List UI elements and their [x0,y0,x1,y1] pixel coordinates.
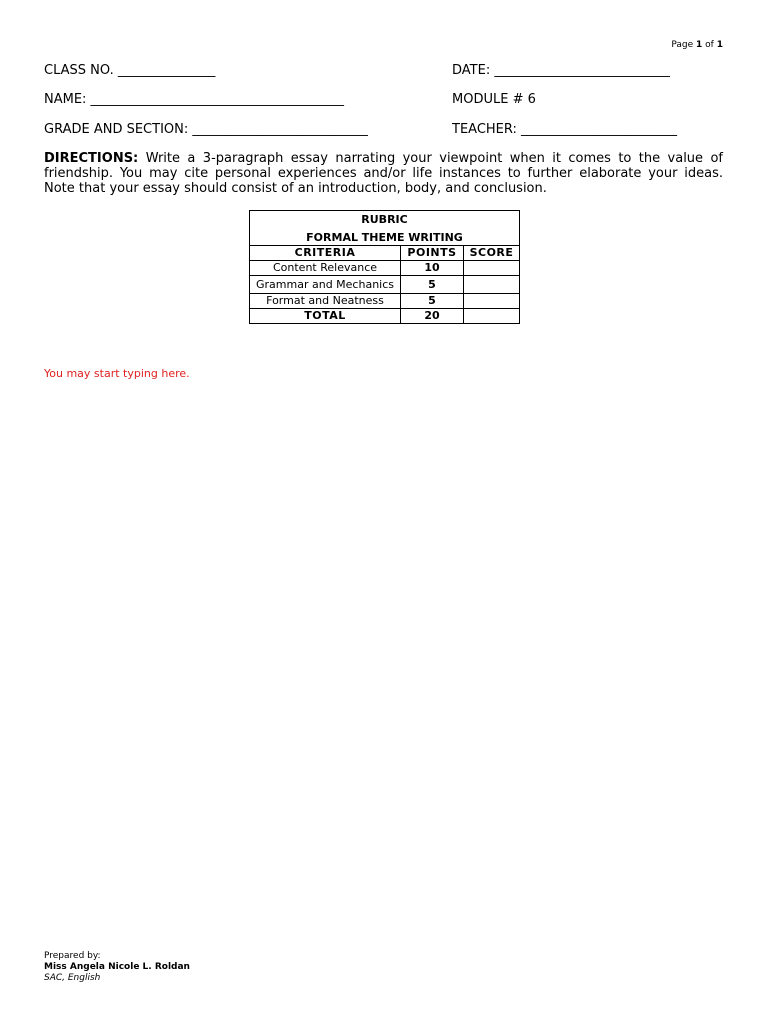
page-of: of [705,40,714,50]
author-role: SAC, English [44,973,101,983]
class-no-field[interactable]: CLASS NO. _______________ [44,63,216,78]
column-header-score: SCORE [464,246,520,261]
name-field[interactable]: NAME: _______________________________________ [44,92,345,107]
page-label: Page [671,40,694,50]
teacher-field[interactable]: TEACHER: ________________________ [452,122,678,137]
total-row [250,309,520,324]
column-header-criteria: CRITERIA [250,246,401,261]
score-cell[interactable] [464,261,520,276]
criteria-cell: Grammar and Mechanics [250,276,401,294]
score-cell[interactable] [464,294,520,309]
module-label: MODULE # 6 [452,92,536,107]
total-points: 20 [401,309,464,324]
criteria-cell: Content Relevance [250,261,401,276]
grade-section-field[interactable]: GRADE AND SECTION: ___________________________ [44,122,368,137]
table-row [250,261,520,276]
rubric-title: RUBRIC [250,211,520,228]
directions [44,151,723,196]
date-field[interactable]: DATE: ___________________________ [452,63,670,78]
points-cell: 10 [401,261,464,276]
table-row [250,276,520,294]
typing-area-placeholder[interactable]: You may start typing here. [44,367,190,380]
table-row [250,294,520,309]
column-header-points: POINTS [401,246,464,261]
page-total: 1 [716,40,723,50]
total-label: TOTAL [250,309,401,324]
criteria-cell: Format and Neatness [250,294,401,309]
page-number [671,40,723,50]
footer [44,951,190,984]
page-current: 1 [696,40,703,50]
directions-label: DIRECTIONS: [44,151,139,166]
author-name: Miss Angela Nicole L. Roldan [44,962,190,972]
total-score-cell[interactable] [464,309,520,324]
rubric-subtitle: FORMAL THEME WRITING [250,227,520,246]
prepared-by-label: Prepared by: [44,951,101,961]
score-cell[interactable] [464,276,520,294]
points-cell: 5 [401,294,464,309]
points-cell: 5 [401,276,464,294]
directions-text: Write a 3-paragraph essay narrating your viewpoint when it comes to the value of friendship. You may cite personal experiences and/or life instances to further elaborate your ideas. Note that your essay should consist of an introduction, body, and conclusion. [44,151,723,196]
rubric-table [249,210,520,324]
